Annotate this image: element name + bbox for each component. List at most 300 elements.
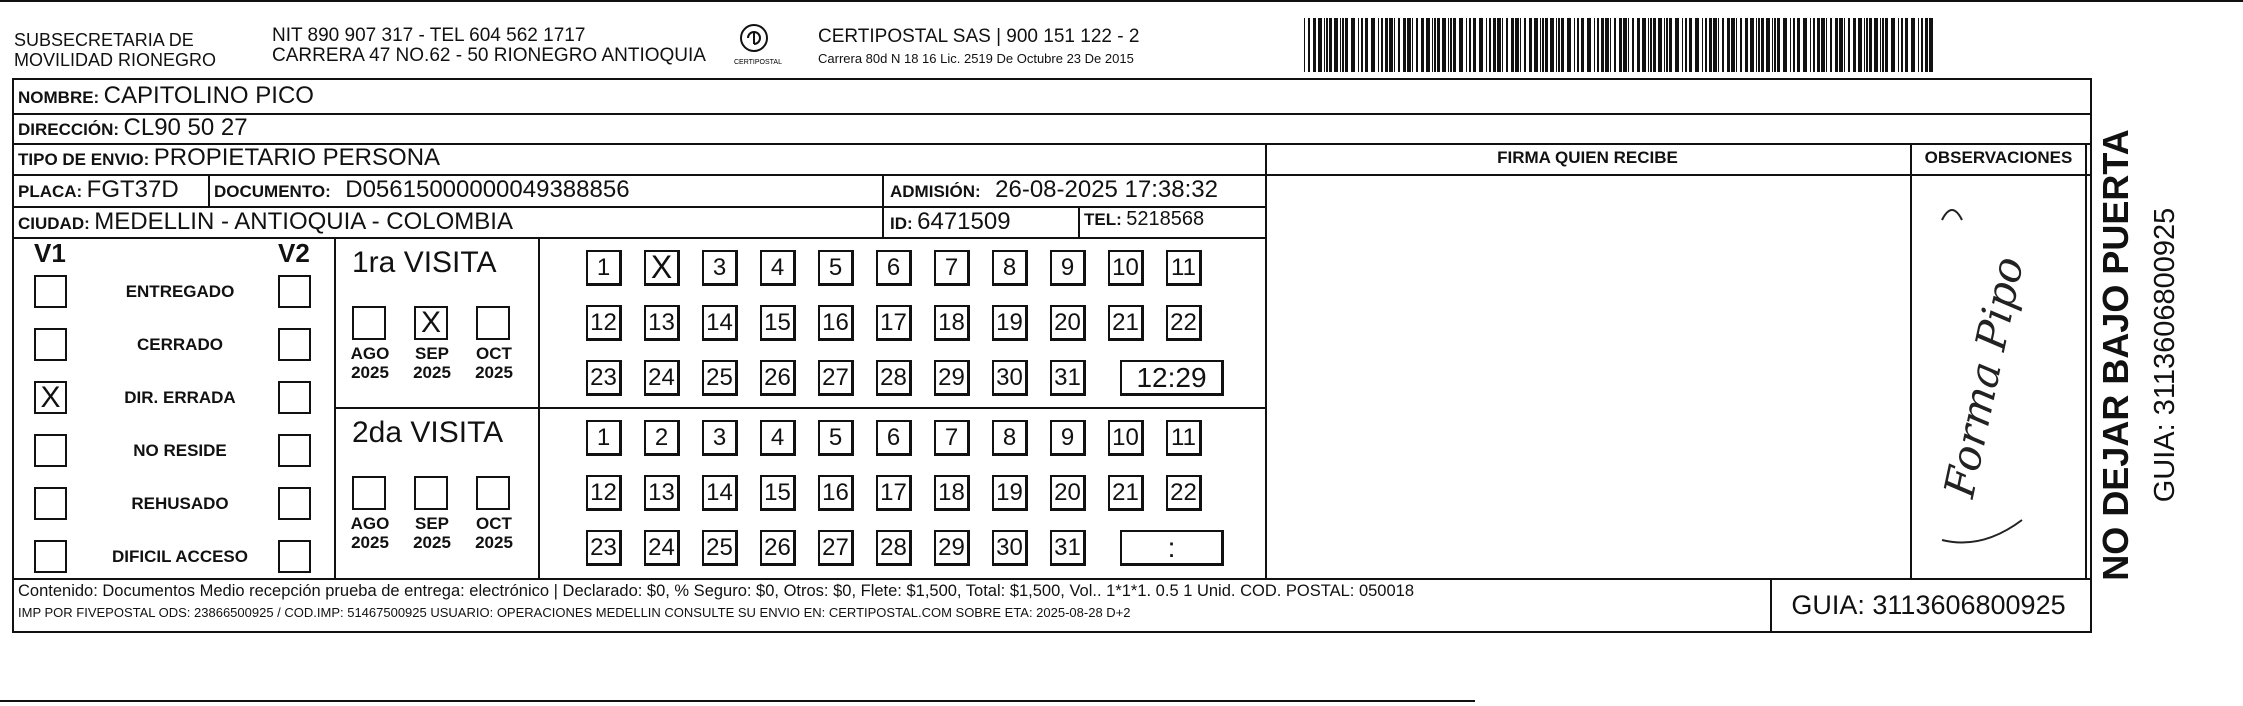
barcode-bar — [1689, 18, 1692, 72]
barcode-bar — [1758, 18, 1760, 72]
day-box[interactable]: 9 — [1050, 420, 1086, 456]
barcode-bar — [1365, 18, 1368, 72]
barcode-bar — [1502, 18, 1503, 72]
day-box[interactable]: 20 — [1050, 305, 1086, 341]
status-label: NO RESIDE — [133, 441, 227, 460]
barcode-bar — [1437, 18, 1440, 72]
org-line-2: MOVILIDAD RIONEGRO — [14, 50, 217, 70]
check-mark-icon: X — [40, 380, 61, 414]
barcode-bar — [1426, 18, 1430, 72]
barcode-bar — [1453, 18, 1456, 72]
direccion-label: DIRECCIÓN: — [18, 120, 120, 139]
barcode-bar — [1772, 18, 1773, 72]
direccion-field — [18, 114, 248, 142]
svg-text:CERTIPOSTAL: CERTIPOSTAL — [734, 59, 782, 66]
barcode-bar — [1925, 18, 1928, 72]
ciudad-field — [18, 208, 513, 236]
svg-text:Forma Pipo: Forma Pipo — [1934, 252, 2034, 502]
v2-checkbox[interactable] — [278, 434, 311, 467]
barcode-bar — [1619, 18, 1622, 72]
footer-line-2: IMP POR FIVEPOSTAL ODS: 23866500925 / COD.IMP: 51467500925 USUARIO: OPERACIONES MEDELLIN CONSULTE SU ENVIO EN: CERTIPOSTAL.COM SOBRE ETA: 2025-08-28 D+2 — [18, 605, 1131, 620]
day-box[interactable]: 20 — [1050, 475, 1086, 511]
barcode-bar — [1929, 18, 1933, 72]
barcode-bar — [1421, 18, 1424, 72]
barcode-bar — [1313, 18, 1316, 72]
day-box[interactable]: 14 — [702, 475, 738, 511]
side-text-graphic — [2098, 80, 2238, 635]
row-line — [12, 113, 2092, 115]
month-name: SEP — [414, 344, 450, 363]
time-box[interactable]: : — [1120, 530, 1224, 566]
day-box[interactable]: 3 — [702, 250, 738, 286]
barcode-bar — [1898, 18, 1899, 72]
v1-checkbox[interactable] — [34, 275, 67, 308]
nit-line: NIT 890 907 317 - TEL 604 562 1717 — [272, 25, 586, 46]
barcode-bar — [1466, 18, 1467, 72]
barcode-bar — [1858, 18, 1862, 72]
day-box[interactable]: 7 — [934, 420, 970, 456]
row-line — [334, 407, 1265, 409]
barcode-bar — [1361, 18, 1363, 72]
barcode-bar — [1632, 18, 1634, 72]
v1-checkbox[interactable] — [34, 328, 67, 361]
status-label: DIFICIL ACCESO — [111, 547, 248, 566]
barcode-bar — [1709, 18, 1712, 72]
barcode-bar — [1385, 18, 1388, 72]
barcode-bar — [1740, 18, 1742, 72]
ciudad-label: CIUDAD: — [18, 214, 90, 233]
barcode-graphic — [1302, 18, 1934, 72]
day-box[interactable]: 30 — [992, 360, 1028, 396]
col-line — [2085, 143, 2087, 578]
barcode-bar — [1736, 18, 1737, 72]
barcode-bar — [1797, 18, 1800, 72]
handwriting-graphic — [1912, 180, 2085, 575]
barcode-bar — [1783, 18, 1787, 72]
direccion-value: CL90 50 27 — [123, 114, 248, 141]
day-box[interactable]: 19 — [992, 305, 1028, 341]
v1-header: V1 — [34, 238, 66, 268]
barcode-bar — [1524, 18, 1526, 72]
barcode-bar — [1329, 18, 1332, 72]
day-box[interactable]: 8 — [992, 420, 1028, 456]
barcode-bar — [1901, 18, 1903, 72]
barcode-bar — [1921, 18, 1923, 72]
address-line: CARRERA 47 NO.62 - 50 RIONEGRO ANTIOQUIA — [272, 45, 706, 66]
barcode-bar — [1432, 18, 1433, 72]
tipo-envio-label: TIPO DE ENVIO: — [18, 150, 150, 169]
barcode-bar — [1394, 18, 1395, 72]
day-box[interactable]: 26 — [760, 360, 796, 396]
barcode-bar — [1666, 18, 1668, 72]
barcode-bar — [1648, 18, 1649, 72]
barcode-bar — [1905, 18, 1908, 72]
documento-value: D05615000000049388856 — [345, 176, 630, 203]
barcode-bar — [1669, 18, 1672, 72]
barcode-bar — [1803, 18, 1807, 72]
barcode-bar — [1810, 18, 1811, 72]
v1-checkbox[interactable] — [34, 487, 67, 520]
month-name: OCT — [476, 514, 512, 533]
month-year: 2025 — [475, 363, 513, 382]
day-box[interactable]: 30 — [992, 530, 1028, 566]
courier-info — [818, 26, 1139, 66]
barcode-bar — [1497, 18, 1501, 72]
courier-line-2: Carrera 80d N 18 16 Lic. 2519 De Octubre 23 De 2015 — [818, 51, 1134, 66]
month-year: 2025 — [413, 533, 451, 552]
barcode-bar — [1597, 18, 1599, 72]
barcode-bar — [1342, 18, 1344, 72]
admision-label: ADMISIÓN: — [890, 182, 981, 201]
barcode-bar — [1511, 18, 1514, 72]
day-box[interactable]: 6 — [876, 420, 912, 456]
barcode-bar — [1529, 18, 1532, 72]
month-year: 2025 — [351, 363, 389, 382]
month-checkbox[interactable] — [352, 476, 386, 510]
barcode-bar — [1874, 18, 1878, 72]
v2-checkbox[interactable] — [278, 381, 311, 414]
barcode-bar — [1637, 18, 1640, 72]
barcode-bar — [1866, 18, 1868, 72]
month-label — [410, 514, 454, 552]
barcode-bar — [1345, 18, 1348, 72]
day-box[interactable]: 31 — [1050, 530, 1086, 566]
v1-checkbox[interactable] — [34, 434, 67, 467]
footer-guia: GUIA: 3113606800925 — [1791, 590, 2066, 620]
barcode-bar — [1542, 18, 1544, 72]
barcode-bar — [1790, 18, 1791, 72]
bottom-cut-line — [0, 700, 1475, 702]
barcode-bar — [1826, 18, 1827, 72]
day-box[interactable]: 3 — [702, 420, 738, 456]
month-name: AGO — [350, 344, 390, 363]
barcode-bar — [1550, 18, 1554, 72]
day-box[interactable]: 28 — [876, 530, 912, 566]
barcode-bar — [1407, 18, 1411, 72]
barcode-bar — [1727, 18, 1730, 72]
day-box[interactable]: 31 — [1050, 360, 1086, 396]
id-field — [890, 208, 1011, 236]
barcode-bar — [1567, 18, 1571, 72]
org-line-1: SUBSECRETARIA DE — [14, 30, 194, 50]
day-box[interactable]: 29 — [934, 530, 970, 566]
tel-label: TEL: — [1084, 210, 1122, 229]
visit-title: 1ra VISITA — [352, 246, 497, 279]
tel-value: 5218568 — [1126, 208, 1205, 230]
nombre-value: CAPITOLINO PICO — [103, 82, 314, 109]
nombre-field — [18, 82, 314, 110]
courier-logo-icon — [728, 22, 788, 68]
tipo-envio-value: PROPIETARIO PERSONA — [153, 144, 441, 171]
time-box[interactable]: 12:29 — [1120, 360, 1224, 396]
barcode-bar — [1473, 18, 1476, 72]
barcode-bar — [1813, 18, 1815, 72]
day-box[interactable]: 16 — [818, 305, 854, 341]
v1-checkbox[interactable] — [34, 540, 67, 573]
barcode-bar — [1848, 18, 1850, 72]
barcode-bar — [1911, 18, 1915, 72]
day-box[interactable]: 12 — [586, 475, 622, 511]
barcode-bar — [1853, 18, 1856, 72]
barcode-bar — [1469, 18, 1471, 72]
barcode-bar — [1675, 18, 1679, 72]
barcode-bar — [1777, 18, 1780, 72]
barcode-bar — [1326, 18, 1328, 72]
barcode-bar — [1623, 18, 1627, 72]
barcode-bar — [1835, 18, 1838, 72]
barcode-bar — [1371, 18, 1375, 72]
barcode-bar — [1722, 18, 1724, 72]
admision-field — [890, 176, 1218, 204]
barcode-bar — [1448, 18, 1449, 72]
barcode-bar — [1561, 18, 1564, 72]
month-label — [348, 344, 392, 382]
documento-field — [214, 176, 630, 204]
v2-checkbox[interactable] — [278, 540, 311, 573]
barcode-bar — [1403, 18, 1406, 72]
barcode-bar — [1520, 18, 1521, 72]
barcode-bar — [1334, 18, 1338, 72]
day-box[interactable]: 15 — [760, 475, 796, 511]
day-box[interactable]: 29 — [934, 360, 970, 396]
barcode-bar — [1577, 18, 1579, 72]
day-box[interactable]: 24 — [644, 530, 680, 566]
day-box[interactable]: 2 — [644, 420, 680, 456]
day-box[interactable]: 11 — [1166, 250, 1202, 286]
barcode-bar — [1594, 18, 1595, 72]
placa-field — [18, 176, 179, 204]
barcode-bar — [1416, 18, 1418, 72]
barcode-bar — [1766, 18, 1770, 72]
barcode-bar — [1610, 18, 1611, 72]
barcode-bar — [1545, 18, 1548, 72]
barcode-bar — [1880, 18, 1881, 72]
day-box[interactable]: 7 — [934, 250, 970, 286]
barcode-bar — [1493, 18, 1496, 72]
barcode-bar — [1642, 18, 1646, 72]
day-box[interactable]: 10 — [1108, 420, 1144, 456]
barcode-bar — [1705, 18, 1707, 72]
barcode-bar — [1574, 18, 1575, 72]
side-text — [2098, 80, 2238, 635]
day-box[interactable]: 4 — [760, 420, 796, 456]
col-line — [882, 174, 884, 237]
barcode-bar — [1378, 18, 1379, 72]
barcode-bar — [1304, 18, 1305, 72]
day-box[interactable]: 11 — [1166, 420, 1202, 456]
barcode-bar — [1459, 18, 1463, 72]
barcode-bar — [1885, 18, 1888, 72]
barcode-bar — [1793, 18, 1795, 72]
id-value: 6471509 — [917, 208, 1011, 235]
footer-line-1: Contenido: Documentos Medio recepción prueba de entrega: electrónico | Declarado: $0, % Seguro: $0, Otros: $0, Flete: $1,500, Total: $1,500, Vol.. 1*1*1. 0.5 1 Unid. COD. POSTAL: 050018 — [18, 582, 1415, 600]
v2-checkbox[interactable] — [278, 487, 311, 520]
month-name: SEP — [414, 514, 450, 533]
day-box[interactable]: 1 — [586, 420, 622, 456]
barcode-bar — [1839, 18, 1843, 72]
month-checkbox[interactable] — [476, 306, 510, 340]
courier-line-1: CERTIPOSTAL SAS | 900 151 122 - 2 — [818, 26, 1140, 47]
status-label: CERRADO — [137, 335, 223, 354]
barcode-bar — [1534, 18, 1538, 72]
day-box[interactable]: X — [644, 250, 680, 286]
org-name — [14, 30, 216, 70]
admision-value: 26-08-2025 17:38:32 — [995, 176, 1218, 203]
day-box[interactable]: 23 — [586, 360, 622, 396]
month-checkbox[interactable] — [414, 476, 448, 510]
barcode-bar — [1869, 18, 1872, 72]
day-box[interactable]: 17 — [876, 305, 912, 341]
barcode-bar — [1389, 18, 1393, 72]
barcode-bar — [1558, 18, 1560, 72]
barcode-bar — [1515, 18, 1519, 72]
row-line — [12, 578, 2092, 580]
col-line — [538, 237, 540, 578]
barcode-bar — [1628, 18, 1629, 72]
day-box[interactable]: 26 — [760, 530, 796, 566]
month-label — [348, 514, 392, 552]
barcode-bar — [1308, 18, 1310, 72]
v1-checkbox[interactable] — [34, 381, 67, 414]
barcode-bar — [1844, 18, 1845, 72]
day-box[interactable]: 1 — [586, 250, 622, 286]
barcode-bar — [1605, 18, 1609, 72]
day-box[interactable]: 21 — [1108, 305, 1144, 341]
ciudad-value: MEDELLIN - ANTIOQUIA - COLOMBIA — [94, 208, 513, 235]
barcode-bar — [1318, 18, 1322, 72]
status-label: DIR. ERRADA — [124, 388, 236, 407]
barcode-bar — [1664, 18, 1665, 72]
barcode-bar — [1745, 18, 1748, 72]
day-box[interactable]: 22 — [1166, 475, 1202, 511]
courier-logo — [728, 22, 788, 68]
barcode-bar — [1731, 18, 1735, 72]
firma-label: FIRMA QUIEN RECIBE — [1497, 148, 1678, 167]
barcode-bar — [1817, 18, 1820, 72]
day-box[interactable]: 22 — [1166, 305, 1202, 341]
month-year: 2025 — [413, 363, 451, 382]
day-box[interactable]: 25 — [702, 360, 738, 396]
barcode-bar — [1821, 18, 1825, 72]
v2-header: V2 — [278, 238, 310, 268]
day-box[interactable]: 28 — [876, 360, 912, 396]
barcode-bar — [1381, 18, 1383, 72]
id-label: ID: — [890, 214, 913, 233]
day-box[interactable]: 14 — [702, 305, 738, 341]
day-box[interactable]: 5 — [818, 420, 854, 456]
day-box[interactable]: 18 — [934, 475, 970, 511]
day-box[interactable]: 21 — [1108, 475, 1144, 511]
status-label: REHUSADO — [131, 494, 229, 513]
barcode-bar — [1489, 18, 1491, 72]
status-label: ENTREGADO — [125, 282, 235, 301]
barcode — [1302, 18, 1934, 72]
barcode-bar — [1830, 18, 1832, 72]
barcode-bar — [1398, 18, 1400, 72]
barcode-bar — [1324, 18, 1325, 72]
day-box[interactable]: 6 — [876, 250, 912, 286]
barcode-bar — [1882, 18, 1884, 72]
day-box[interactable]: 9 — [1050, 250, 1086, 286]
barcode-bar — [1340, 18, 1341, 72]
barcode-bar — [1750, 18, 1754, 72]
month-year: 2025 — [351, 533, 389, 552]
day-box[interactable]: 8 — [992, 250, 1028, 286]
col-line — [1078, 206, 1080, 237]
month-year: 2025 — [475, 533, 513, 552]
barcode-bar — [1434, 18, 1436, 72]
barcode-bar — [1685, 18, 1687, 72]
v2-checkbox[interactable] — [278, 328, 311, 361]
day-box[interactable]: 4 — [760, 250, 796, 286]
day-box[interactable]: 5 — [818, 250, 854, 286]
barcode-bar — [1682, 18, 1683, 72]
day-box[interactable]: 10 — [1108, 250, 1144, 286]
day-box[interactable]: 15 — [760, 305, 796, 341]
barcode-bar — [1486, 18, 1487, 72]
day-box[interactable]: 16 — [818, 475, 854, 511]
month-name: OCT — [476, 344, 512, 363]
barcode-bar — [1351, 18, 1355, 72]
svg-text:NO DEJAR BAJO PUERTA: NO DEJAR BAJO PUERTA — [2098, 129, 2136, 581]
day-box[interactable]: 27 — [818, 530, 854, 566]
day-box[interactable]: 23 — [586, 530, 622, 566]
barcode-bar — [1864, 18, 1865, 72]
barcode-bar — [1695, 18, 1699, 72]
org-contact — [272, 26, 706, 66]
barcode-bar — [1774, 18, 1776, 72]
svg-text:GUIA: 3113606800925: GUIA: 3113606800925 — [2149, 207, 2181, 503]
barcode-bar — [1653, 18, 1656, 72]
day-box[interactable]: 13 — [644, 305, 680, 341]
barcode-bar — [1601, 18, 1604, 72]
documento-label: DOCUMENTO: — [214, 182, 331, 201]
day-box[interactable]: 24 — [644, 360, 680, 396]
month-name: AGO — [350, 514, 390, 533]
day-box[interactable]: 19 — [992, 475, 1028, 511]
day-box[interactable]: 18 — [934, 305, 970, 341]
barcode-bar — [1650, 18, 1652, 72]
month-label — [410, 344, 454, 382]
barcode-bar — [1442, 18, 1446, 72]
barcode-bar — [1587, 18, 1591, 72]
observaciones-handwriting — [1912, 180, 2085, 575]
day-box[interactable]: 27 — [818, 360, 854, 396]
col-line — [1265, 143, 1267, 578]
day-box[interactable]: 13 — [644, 475, 680, 511]
footer-text — [18, 582, 1758, 620]
barcode-bar — [1761, 18, 1764, 72]
barcode-bar — [1412, 18, 1413, 72]
month-checkbox[interactable] — [352, 306, 386, 340]
barcode-bar — [1556, 18, 1557, 72]
barcode-bar — [1718, 18, 1719, 72]
month-checkbox[interactable] — [414, 306, 448, 340]
check-mark-icon: X — [420, 306, 441, 339]
top-border-line — [0, 0, 2243, 2]
visit-title: 2da VISITA — [352, 416, 504, 449]
barcode-bar — [1891, 18, 1895, 72]
day-box[interactable]: 12 — [586, 305, 622, 341]
month-label — [472, 344, 516, 382]
tipo-envio-field — [18, 144, 440, 172]
barcode-bar — [1658, 18, 1662, 72]
month-checkbox[interactable] — [476, 476, 510, 510]
day-box[interactable]: 25 — [702, 530, 738, 566]
v2-checkbox[interactable] — [278, 275, 311, 308]
barcode-bar — [1479, 18, 1483, 72]
day-box[interactable]: 17 — [876, 475, 912, 511]
